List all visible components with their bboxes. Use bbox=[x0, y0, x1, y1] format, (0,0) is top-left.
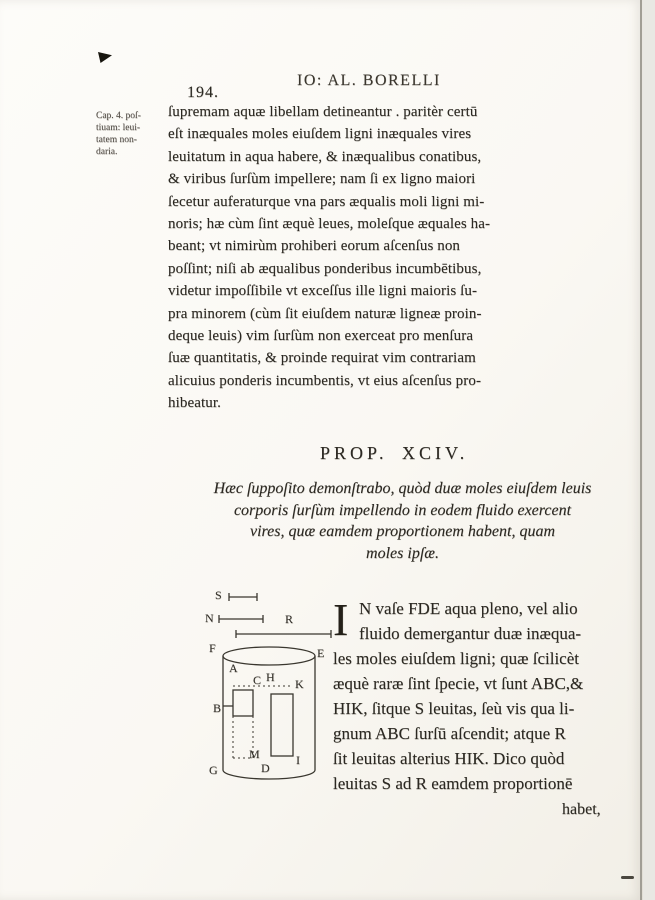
figure-cylinder-diagram bbox=[203, 586, 343, 791]
figure-label-B: B bbox=[213, 701, 222, 715]
text-line: leuitas S ad R eamdem proportionē bbox=[333, 774, 573, 793]
figure-label-S: S bbox=[215, 588, 222, 602]
proposition-statement bbox=[160, 478, 645, 564]
figure-label-A: A bbox=[229, 661, 238, 675]
text-line: moles ipſæ. bbox=[366, 544, 439, 562]
catchword: habet, bbox=[562, 801, 601, 818]
proposition-heading: PROP. XCIV. bbox=[320, 443, 469, 463]
text-line: tiuam: leui- bbox=[96, 123, 141, 133]
figure-label-I: I bbox=[296, 753, 300, 767]
drop-cap-initial: I bbox=[333, 594, 349, 645]
text-line: alicuius ponderis incumbentis, vt eius aſcenſus pro- bbox=[168, 372, 482, 389]
text-line: leuitatum in aqua habere, & inæqualibus conatibus, bbox=[168, 148, 482, 165]
demonstration-lines bbox=[333, 596, 645, 796]
cylinder-vessel-drawing bbox=[203, 586, 343, 791]
text-line: beant; vt nimirùm prohiberi eorum aſcenſus non bbox=[168, 238, 461, 255]
text-line: tatem non- bbox=[96, 135, 137, 145]
ink-smudge bbox=[621, 876, 634, 879]
printer-corner-mark bbox=[98, 52, 112, 63]
text-line: eſt inæquales moles eiuſdem ligni inæquales vires bbox=[168, 126, 472, 143]
figure-label-M: M bbox=[249, 747, 260, 761]
margin-note bbox=[96, 110, 168, 158]
text-line: vires, quæ eamdem proportionem habent, quam bbox=[250, 523, 555, 540]
text-line: gnum ABC ſurſū aſcendit; atque R bbox=[333, 724, 566, 743]
text-line: corporis ſurſùm impellendo in eodem fluido exercent bbox=[233, 501, 572, 519]
running-header: IO: AL. BORELLI bbox=[297, 72, 441, 89]
figure-label-D: D bbox=[261, 761, 270, 775]
text-line: ſit leuitas alterius HIK. Dico quòd bbox=[333, 749, 565, 768]
text-line: fluido demergantur duæ inæqua- bbox=[359, 624, 582, 643]
figure-label-C: C bbox=[253, 673, 262, 687]
figure-label-N: N bbox=[205, 611, 214, 625]
text-line: deque leuis) vim ſurſùm non exerceat pro menſura bbox=[168, 328, 474, 345]
text-line: ſuæ quantitatis, & proinde requirat vim contrariam bbox=[168, 350, 476, 367]
text-line: hibeatur. bbox=[168, 395, 221, 412]
text-line: daria. bbox=[96, 147, 118, 157]
figure-label-H: H bbox=[266, 670, 275, 684]
page-number: 194. bbox=[187, 84, 219, 101]
text-line: Cap. 4. poſ- bbox=[96, 111, 141, 121]
demonstration-paragraph bbox=[333, 596, 645, 796]
text-line: videtur impoſſibile vt exceſſus ille ligni maioris ſu- bbox=[168, 283, 478, 300]
text-line: HIK, ſitque S leuitas, ſeù vis qua li- bbox=[333, 699, 575, 718]
text-line: les moles eiuſdem ligni; quæ ſcilicèt bbox=[333, 649, 579, 668]
text-line: ſupremam aquæ libellam detineantur . paritèr certū bbox=[168, 104, 478, 120]
figure-label-E: E bbox=[317, 646, 325, 660]
text-line: pra minorem (cùm ſit eiuſdem naturæ ligneæ proin- bbox=[168, 305, 482, 322]
text-line: æquè raræ ſint ſpecie, vt ſunt ABC,& bbox=[333, 674, 584, 693]
text-line: poſſint; niſi ab æqualibus ponderibus incumbētibus, bbox=[168, 260, 482, 277]
text-line: & viribus ſurſùm impellere; nam ſi ex ligno maiori bbox=[168, 171, 476, 188]
figure-label-R: R bbox=[285, 612, 294, 626]
main-paragraph bbox=[168, 101, 504, 415]
figure-label-F: F bbox=[209, 641, 216, 655]
figure-label-G: G bbox=[209, 763, 218, 777]
text-line: noris; hæ cùm ſint æquè leues, moleſque æquales ha- bbox=[168, 216, 491, 233]
text-line: Hæc ſuppoſito demonſtrabo, quòd duæ moles eiuſdem leuis bbox=[213, 480, 592, 497]
text-line: N vaſe FDE aqua pleno, vel alio bbox=[359, 599, 578, 618]
figure-label-K: K bbox=[295, 677, 304, 691]
text-line: ſecetur auferaturque vna pars æqualis moli ligni mi- bbox=[168, 193, 485, 210]
